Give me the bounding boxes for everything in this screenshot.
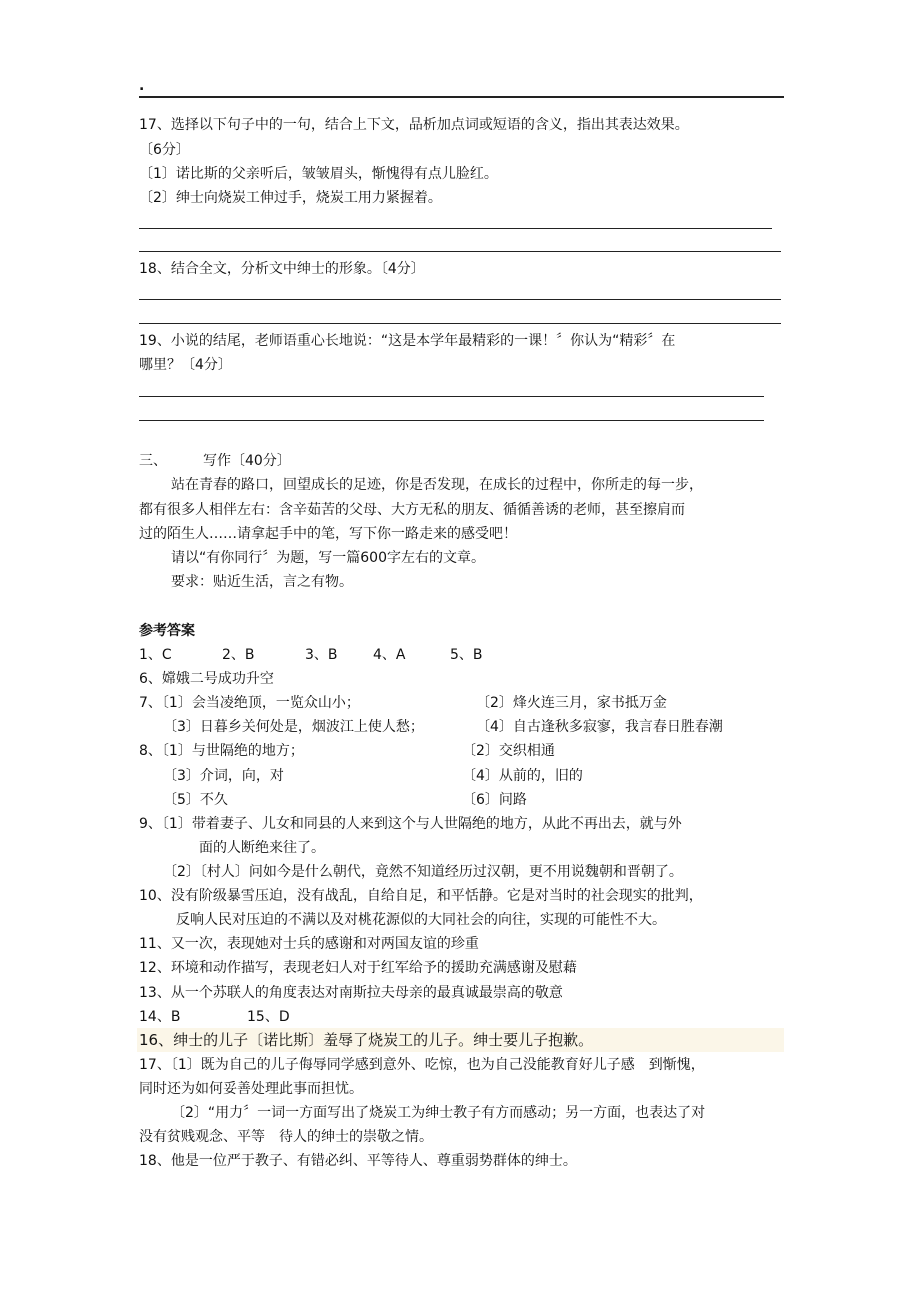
writing-heading-number: 三、 (139, 453, 167, 469)
answer-8-3: 〔3〕介词，向，对 (163, 768, 284, 784)
answer-15: 15、D (247, 1009, 290, 1025)
answer-8-4: 〔4〕从前的，旧的 (462, 768, 583, 784)
header-rule (139, 96, 784, 98)
answer-3: 3、B (305, 647, 338, 663)
writing-para2: 请以“有你同行〞为题，写一篇600字左右的文章。 (171, 550, 485, 566)
answer-5: 5、B (450, 647, 483, 663)
answers-title: 参考答案 (139, 623, 195, 639)
answer-4: 4、A (373, 647, 406, 663)
answer-17-2a: 〔2〕“用力〞一词一方面写出了烧炭工为绅士教子有方而感动；另一方面，也表达了对 (171, 1105, 706, 1121)
q18-answer-line-2[interactable] (139, 323, 781, 324)
answer-13: 13、从一个苏联人的角度表达对南斯拉夫母亲的最真诚最崇高的敬意 (139, 985, 563, 1001)
q19-answer-line-1[interactable] (139, 396, 764, 397)
answer-9-2: 〔2〕〔村人〕问如今是什么朝代，竟然不知道经历过汉朝，更不用说魏朝和晋朝了。 (163, 864, 683, 880)
q19-prompt-line2: 哪里？〔4分〕 (139, 357, 232, 373)
header-dot: . (139, 78, 145, 94)
answer-12: 12、环境和动作描写，表现老妇人对于红军给予的援助充满感谢及慰藉 (139, 960, 577, 976)
answer-18: 18、他是一位严于教子、有错必纠、平等待人、尊重弱势群体的绅士。 (139, 1153, 577, 1169)
q18-prompt: 18、结合全文，分析文中绅士的形象。〔4分〕 (139, 261, 425, 277)
answer-14: 14、B (139, 1009, 181, 1025)
q17-prompt-line1: 17、选择以下句子中的一句，结合上下文，品析加点词或短语的含义，指出其表达效果。 (139, 117, 689, 133)
writing-para3: 要求：贴近生活，言之有物。 (171, 574, 353, 590)
answer-9-1a: 9、〔1〕带着妻子、儿女和同县的人来到这个与人世隔绝的地方，从此不再出去，就与外 (139, 816, 682, 832)
q19-prompt-line1: 19、小说的结尾，老师语重心长地说：“这是本学年最精彩的一课！〞你认为“精彩〞在 (139, 333, 676, 349)
writing-para1-line3: 过的陌生人……请拿起手中的笔，写下你一路走来的感受吧！ (139, 526, 517, 542)
answer-7-4: 〔4〕自古逢秋多寂寥，我言春日胜春潮 (476, 719, 723, 735)
answer-2: 2、B (222, 647, 255, 663)
answer-10b: 反响人民对压迫的不满以及对桃花源似的大同社会的向往，实现的可能性不大。 (176, 912, 666, 928)
answer-8-6: 〔6〕问路 (462, 792, 527, 808)
answer-17-1a: 17、〔1〕既为自己的儿子侮辱同学感到意外、吃惊，也为自己没能教育好儿子感 到惭愧， (139, 1057, 705, 1073)
answer-8-1: 8、〔1〕与世隔绝的地方； (139, 743, 304, 759)
q18-answer-line-1[interactable] (139, 299, 781, 300)
answer-10a: 10、没有阶级暴雪压迫，没有战乱，自给自足，和平恬静。它是对当时的社会现实的批判， (139, 888, 703, 904)
answer-8-2: 〔2〕交织相通 (462, 743, 555, 759)
answer-7-2: 〔2〕烽火连三月，家书抵万金 (476, 695, 667, 711)
answer-1: 1、C (139, 647, 172, 663)
answer-9-1b: 面的人断绝来往了。 (199, 840, 325, 856)
q17-option1: 〔1〕诺比斯的父亲听后，皱皱眉头，惭愧得有点儿脸红。 (139, 166, 498, 182)
q19-answer-line-2[interactable] (139, 420, 764, 421)
q17-answer-line-1[interactable] (139, 228, 772, 229)
q17-option2: 〔2〕绅士向烧炭工伸过手，烧炭工用力紧握着。 (139, 190, 442, 206)
answer-8-5: 〔5〕不久 (163, 792, 228, 808)
writing-para1-line2: 都有很多人相伴左右：含辛茹苦的父母、大方无私的朋友、循循善诱的老师，甚至擦肩而 (139, 502, 685, 518)
answer-11: 11、又一次，表现她对士兵的感谢和对两国友谊的珍重 (139, 936, 479, 952)
writing-heading-title: 写作〔40分〕 (203, 453, 291, 469)
answer-17-2b: 没有贫贱观念、平等 待人的绅士的崇敬之情。 (139, 1129, 433, 1145)
q17-prompt-line2: 〔6分〕 (139, 142, 190, 158)
answer-7-3: 〔3〕日暮乡关何处是，烟波江上使人愁； (163, 719, 424, 735)
answer-16: 16、绅士的儿子〔诺比斯〕羞辱了烧炭工的儿子。绅士要儿子抱歉。 (139, 1031, 594, 1049)
writing-para1-line1: 站在青春的路口，回望成长的足迹，你是否发现，在成长的过程中，你所走的每一步， (171, 477, 703, 493)
answer-6: 6、嫦娥二号成功升空 (139, 671, 274, 687)
answer-17-1b: 同时还为如何妥善处理此事而担忧。 (139, 1081, 363, 1097)
answer-7-1: 7、〔1〕会当凌绝顶，一览众山小； (139, 695, 360, 711)
q17-answer-line-2[interactable] (139, 251, 781, 252)
